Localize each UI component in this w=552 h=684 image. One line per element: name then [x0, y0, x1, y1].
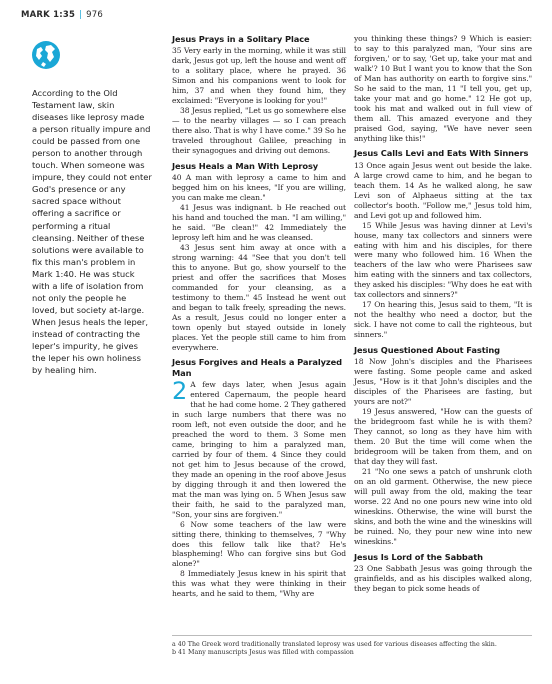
- section-heading: Jesus Forgives and Heals a Paralyzed Man: [172, 357, 343, 378]
- verse-paragraph: 8 Immediately Jesus knew in his spirit that this was what they were thinking in their hearts, and he said to them, "Why are: [172, 569, 346, 599]
- verse-paragraph: 40 A man with leprosy a came to him and begged him on his knees, "If you are willing, you can make me clean.": [172, 173, 346, 203]
- text-column-left: [172, 34, 346, 599]
- verse-paragraph: 23 One Sabbath Jesus was going through the grainfields, and as his disciples walked along, they began to pick some heads of: [354, 563, 532, 593]
- section-heading: Jesus Questioned About Fasting: [354, 345, 500, 356]
- footnotes: [172, 641, 532, 658]
- page-number: 976: [86, 10, 103, 20]
- text-column-right: [354, 34, 532, 594]
- globe-icon: [31, 40, 61, 70]
- sidebar-note: [32, 87, 152, 376]
- verse-paragraph: 6 Now some teachers of the law were sitting there, thinking to themselves, 7 "Why does this fellow talk like that? He's blaspheming! Who can forgive sins but God alone?": [172, 519, 346, 569]
- footnote-a: a 40 The Greek word traditionally translated leprosy was used for various diseases affecting the skin.: [172, 641, 497, 648]
- verse-paragraph: 35 Very early in the morning, while it was still dark, Jesus got up, left the house and went off to a solitary place, where he prayed. 36 Simon and his companions went to look for him, 37 and when they found him, they exclaimed: "Everyone is looking for you!": [172, 46, 346, 106]
- section-heading: Jesus Heals a Man With Leprosy: [172, 160, 319, 171]
- verse-text: A few days later, when Jesus again entered Capernaum, the people heard that he had come home. 2 They gathered in such large numbers that there was no room left, not even outside the door, and he preached the word to them. 3 Some men came, bringing to him a paralyzed man, carried by four of them. 4 Since they could not get him to Jesus because of the crowd, they made an opening in the roof above Jesus by digging through it and then lowered the mat the man was lying on. 5 When Jesus saw their faith, he said to the paralyzed man, "Son, your sins are forgiven.": [172, 380, 346, 519]
- verse-paragraph: 41 Jesus was indignant. b He reached out his hand and touched the man. "I am willing," he said. "Be clean!" 42 Immediately the leprosy left him and he was cleansed.: [172, 203, 346, 243]
- verse-paragraph: 18 Now John's disciples and the Pharisees were fasting. Some people came and asked Jesus, "How is it that John's disciples and the disciples of the Pharisees are fasting, but yours are not?": [354, 357, 532, 407]
- chapter-drop-cap: 2: [172, 377, 188, 406]
- sidebar-note-text: According to the Old Testament law, skin diseases like leprosy made a person ritually impure and could be passed from one person to another through touch. When someone was impure, they could not enter God's presence or any sacred space without offering a sacrifice or performing a ritual cleansing. Neither of these solutions were available to fix this man's problem in Mark 1:40. He was stuck with a life of isolation from not only the people he loved, but society at-large. When Jesus heals the leper, instead of contracting the leper's impurity, he gives the leper his own holiness by healing him.: [32, 88, 152, 376]
- verse-paragraph-chapter-start: [172, 377, 346, 519]
- verse-paragraph: you thinking these things? 9 Which is easier: to say to this paralyzed man, 'Your sins are forgiven,' or to say, 'Get up, take your mat and walk'? 10 But I want you to know that the Son of Man has authority on earth to forgive sins." So he said to the man, 11 "I tell you, get up, take your mat and go home." 12 He got up, took his mat and walked out in full view of them all. This amazed everyone and they praised God, saying, "We have never seen anything like this!": [354, 34, 532, 143]
- section-heading: Jesus Prays in a Solitary Place: [172, 34, 310, 44]
- running-header: [21, 10, 103, 20]
- footnote-b: b 41 Many manuscripts Jesus was filled with compassion: [172, 649, 354, 657]
- header-separator: |: [79, 10, 83, 20]
- verse-paragraph: 17 On hearing this, Jesus said to them, "It is not the healthy who need a doctor, but the sick. I have not come to call the righteous, but sinners.": [354, 300, 532, 340]
- verse-paragraph: 19 Jesus answered, "How can the guests of the bridegroom fast while he is with them? They cannot, so long as they have him with them. 20 But the time will come when the bridegroom will be taken from them, and on that day they will fast.: [354, 407, 532, 466]
- section-heading: Jesus Is Lord of the Sabbath: [354, 551, 483, 562]
- chapter-verse-ref: MARK 1:35: [21, 10, 76, 20]
- verse-paragraph: 21 "No one sews a patch of unshrunk cloth on an old garment. Otherwise, the new piece will pull away from the old, making the tear worse. 22 And no one pours new wine into old wineskins. Otherwise, the wine will burst the skins, and both the wine and the wineskins will be ruined. No, they pour new wine into new wineskins.": [354, 466, 532, 546]
- footnote-rule: [172, 635, 532, 636]
- section-heading: Jesus Calls Levi and Eats With Sinners: [354, 148, 529, 159]
- verse-paragraph: 43 Jesus sent him away at once with a strong warning: 44 "See that you don't tell this to anyone. But go, show yourself to the priest and offer the sacrifices that Moses commanded for your cleansing, as a testimony to them." 45 Instead he went out and began to talk freely, spreading the news. As a result, Jesus could no longer enter a town openly but stayed outside in lonely places. Yet the people still came to him from everywhere.: [172, 242, 346, 352]
- verse-paragraph: 13 Once again Jesus went out beside the lake. A large crowd came to him, and he began to teach them. 14 As he walked along, he saw Levi son of Alphaeus sitting at the tax collector's booth. "Follow me," Jesus told him, and Levi got up and followed him.: [354, 160, 532, 220]
- verse-paragraph: 38 Jesus replied, "Let us go somewhere else — to the nearby villages — so I can preach there also. That is why I have come." 39 So he traveled throughout Galilee, preaching in their synagogues and driving out demons.: [172, 106, 346, 155]
- verse-paragraph: 15 While Jesus was having dinner at Levi's house, many tax collectors and sinners were eating with him and his disciples, for there were many who followed him. 16 When the teachers of the law who were Pharisees saw him eating with the sinners and tax collectors, they asked his disciples: "Why does he eat with tax collectors and sinners?": [354, 220, 532, 300]
